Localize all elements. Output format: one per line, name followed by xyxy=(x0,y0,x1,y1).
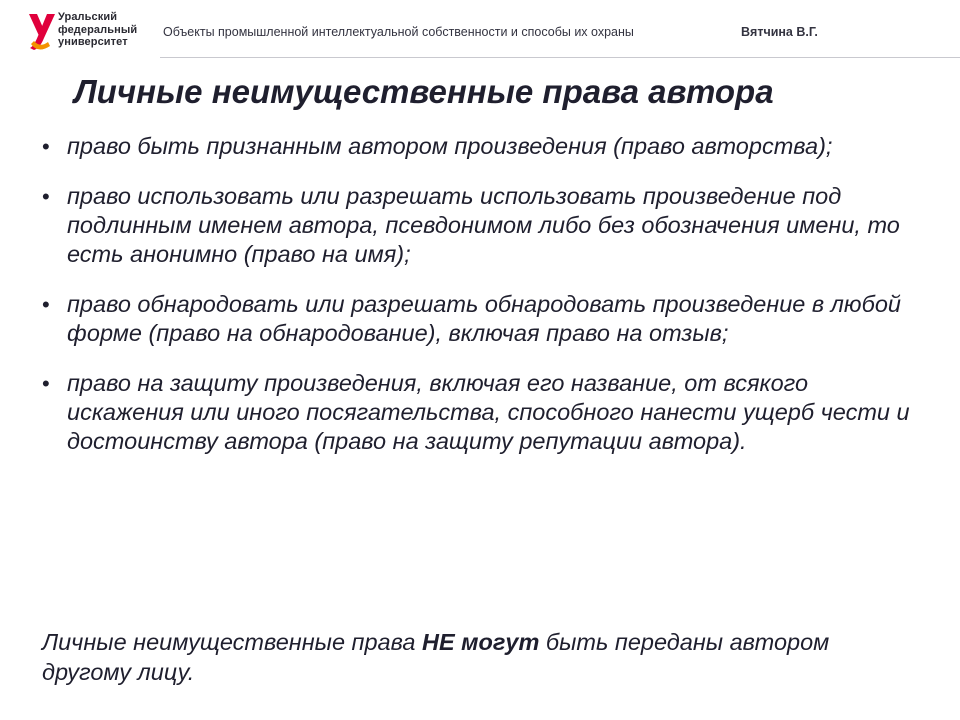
footnote-emphasis: НЕ могут xyxy=(421,629,540,655)
header-author: Вятчина В.Г. xyxy=(741,25,818,39)
list-item xyxy=(40,290,910,348)
bullet-text: право быть признанным автором произведения (право авторства); xyxy=(67,133,833,159)
footnote-text-before: Личные неимущественные права xyxy=(42,629,422,655)
bullet-icon: • xyxy=(42,134,50,159)
bullet-icon: • xyxy=(42,184,50,209)
logo-line-1: Уральский xyxy=(58,11,118,23)
list-item xyxy=(40,132,910,161)
rights-list xyxy=(40,132,910,477)
logo-wordmark xyxy=(58,11,137,49)
footnote xyxy=(42,627,902,687)
list-item xyxy=(40,369,910,456)
header-subject: Объекты промышленной интеллектуальной собственности и способы их охраны xyxy=(163,25,634,39)
ural-federal-university-logo-icon xyxy=(28,10,56,52)
bullet-icon: • xyxy=(42,292,50,317)
university-logo xyxy=(28,10,168,54)
bullet-text: право на защиту произведения, включая его название, от всякого искажения или иного посягательства, способного нанести ущерб чести и достоинству автора (право на защиту репутации автора). xyxy=(67,370,910,454)
bullet-text: право использовать или разрешать использовать произведение под подлинным именем автора, псевдонимом либо без обозначения имени, то есть анонимно (право на имя); xyxy=(67,183,900,267)
logo-line-3: университет xyxy=(58,36,128,48)
slide-title: Личные неимущественные права автора xyxy=(74,73,774,110)
footnote-text-after: быть переданы автором другому лицу. xyxy=(42,629,830,685)
list-item xyxy=(40,182,910,269)
bullet-text: право обнародовать или разрешать обнародовать произведение в любой форме (право на обнародование), включая право на отзыв; xyxy=(67,291,901,346)
header-divider xyxy=(160,57,960,58)
logo-line-2: федеральный xyxy=(58,23,138,36)
bullet-icon: • xyxy=(42,371,50,396)
slide-header xyxy=(0,0,960,62)
